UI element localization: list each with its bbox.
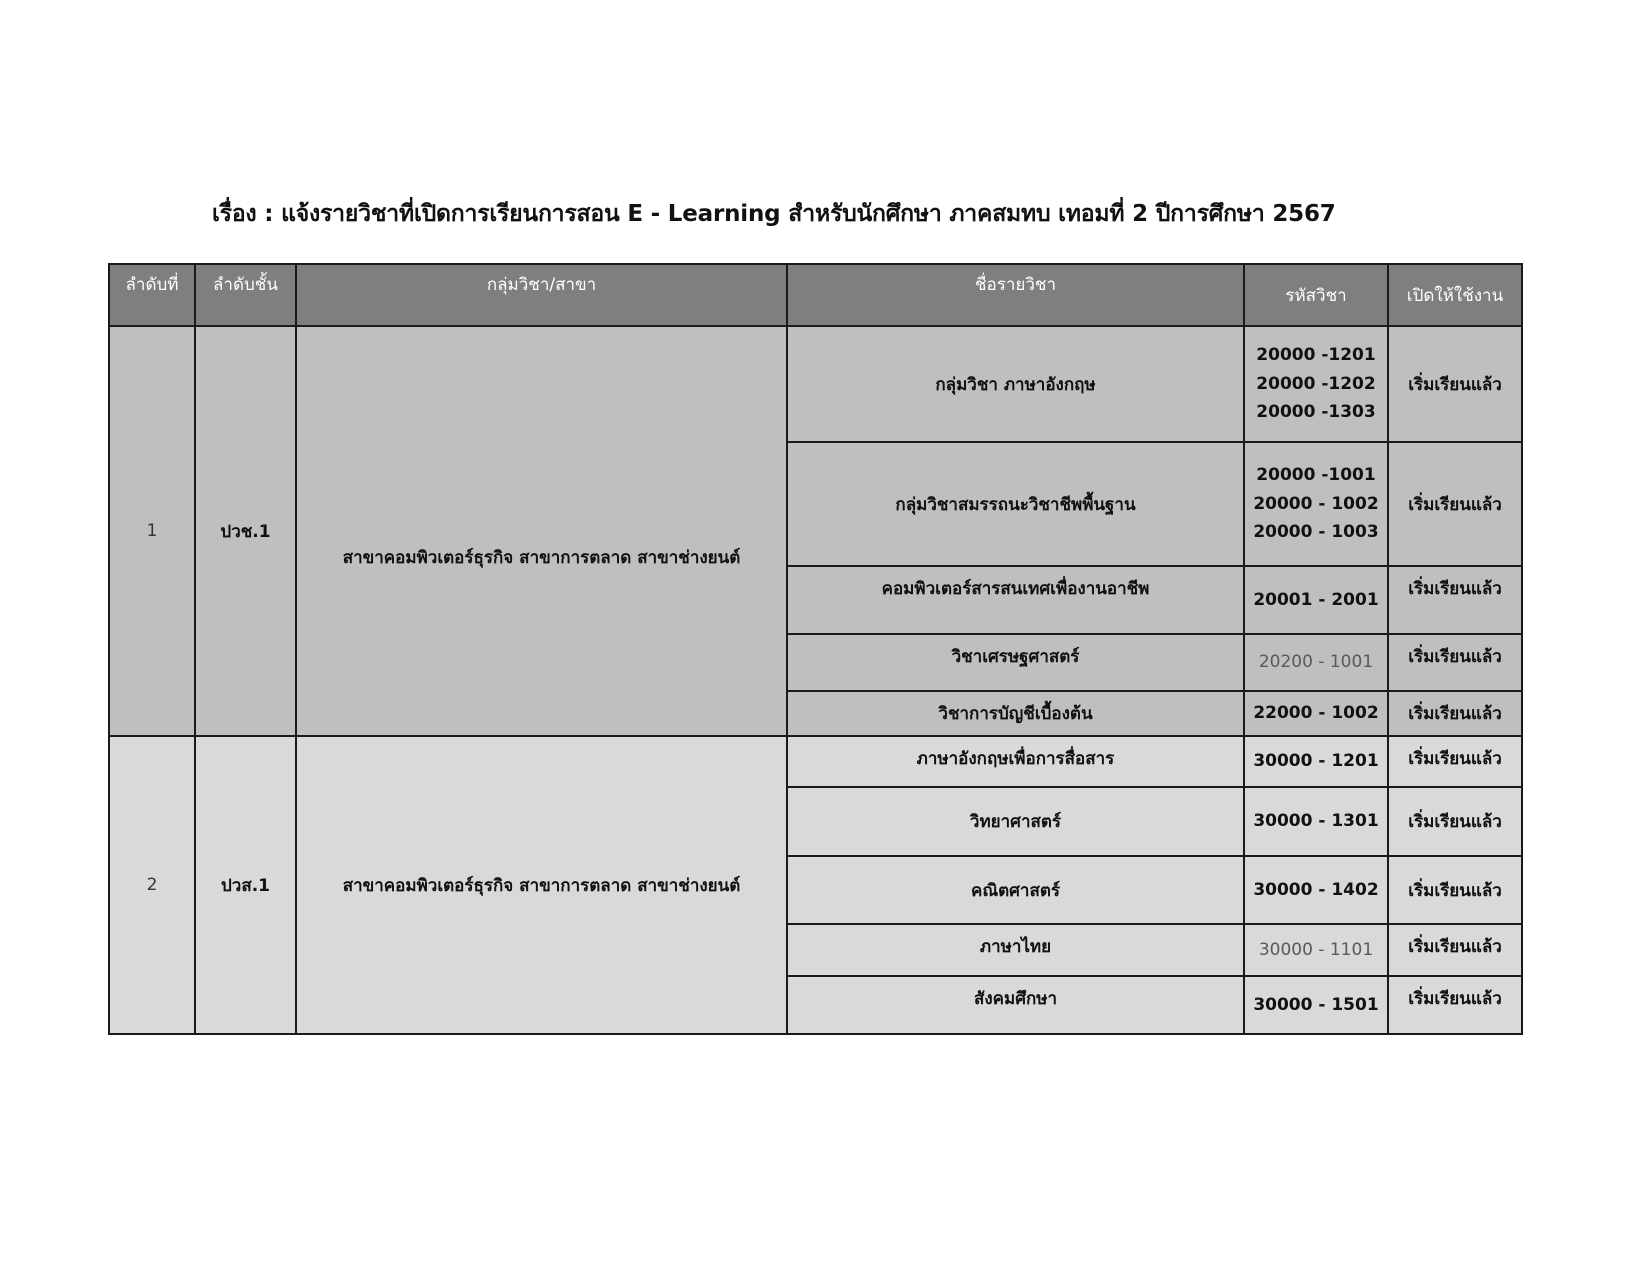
subject-codes — [1244, 442, 1388, 566]
subject-code: 20000 -1201 — [1256, 345, 1376, 366]
header-branch: กลุ่มวิชา/สาขา — [296, 264, 787, 326]
header-status: เปิดให้ใช้งาน — [1388, 264, 1522, 326]
group-branch: สาขาคอมพิวเตอร์ธุรกิจ สาขาการตลาด สาขาช่างยนต์ — [296, 326, 787, 736]
subject-code: 20000 -1001 — [1256, 465, 1376, 486]
subject-code: 20001 - 2001 — [1244, 566, 1388, 634]
group-level: ปวส.1 — [195, 736, 296, 1034]
table-header-row — [109, 264, 1522, 326]
table-row — [109, 736, 1522, 787]
subject-code: 30000 - 1402 — [1244, 856, 1388, 924]
subject-codes — [1244, 326, 1388, 442]
subject-code: 30000 - 1201 — [1244, 736, 1388, 787]
subject-code: 20000 - 1002 — [1253, 493, 1379, 514]
subject-name: คอมพิวเตอร์สารสนเทศเพื่องานอาชีพ — [787, 566, 1244, 634]
document-title: เรื่อง : แจ้งรายวิชาที่เปิดการเรียนการสอน E - Learning สำหรับนักศึกษา ภาคสมทบ เทอมที่ 2 ปีการศึกษา 2567 — [212, 201, 1336, 227]
subject-name: คณิตศาสตร์ — [787, 856, 1244, 924]
status-label: เริ่มเรียนแล้ว — [1388, 787, 1522, 856]
status-label: เริ่มเรียนแล้ว — [1388, 736, 1522, 787]
status-label: เริ่มเรียนแล้ว — [1388, 691, 1522, 736]
subject-code: 30000 - 1501 — [1244, 976, 1388, 1034]
header-level: ลำดับชั้น — [195, 264, 296, 326]
subject-name: กลุ่มวิชา ภาษาอังกฤษ — [787, 326, 1244, 442]
group-order: 1 — [109, 326, 195, 736]
status-label: เริ่มเรียนแล้ว — [1388, 634, 1522, 691]
subject-name: กลุ่มวิชาสมรรถนะวิชาชีพพื้นฐาน — [787, 442, 1244, 566]
subject-name: วิชาเศรษฐศาสตร์ — [787, 634, 1244, 691]
subject-name: สังคมศึกษา — [787, 976, 1244, 1034]
group-branch: สาขาคอมพิวเตอร์ธุรกิจ สาขาการตลาด สาขาช่างยนต์ — [296, 736, 787, 1034]
status-label: เริ่มเรียนแล้ว — [1388, 442, 1522, 566]
header-order: ลำดับที่ — [109, 264, 195, 326]
subject-code: 20200 - 1001 — [1244, 634, 1388, 691]
group-order: 2 — [109, 736, 195, 1034]
group-level: ปวช.1 — [195, 326, 296, 736]
subject-name: ภาษาอังกฤษเพื่อการสื่อสาร — [787, 736, 1244, 787]
subject-code: 30000 - 1101 — [1244, 924, 1388, 976]
subject-code: 30000 - 1301 — [1244, 787, 1388, 856]
header-subject: ชื่อรายวิชา — [787, 264, 1244, 326]
subject-name: วิชาการบัญชีเบื้องต้น — [787, 691, 1244, 736]
subject-code: 20000 -1202 — [1256, 373, 1376, 394]
course-table — [108, 263, 1523, 1035]
subject-name: ภาษาไทย — [787, 924, 1244, 976]
status-label: เริ่มเรียนแล้ว — [1388, 326, 1522, 442]
status-label: เริ่มเรียนแล้ว — [1388, 856, 1522, 924]
table-row — [109, 326, 1522, 442]
subject-code: 22000 - 1002 — [1244, 691, 1388, 736]
status-label: เริ่มเรียนแล้ว — [1388, 924, 1522, 976]
subject-name: วิทยาศาสตร์ — [787, 787, 1244, 856]
status-label: เริ่มเรียนแล้ว — [1388, 976, 1522, 1034]
subject-code: 20000 -1303 — [1256, 402, 1376, 423]
subject-code: 20000 - 1003 — [1253, 522, 1379, 543]
header-code: รหัสวิชา — [1244, 264, 1388, 326]
status-label: เริ่มเรียนแล้ว — [1388, 566, 1522, 634]
